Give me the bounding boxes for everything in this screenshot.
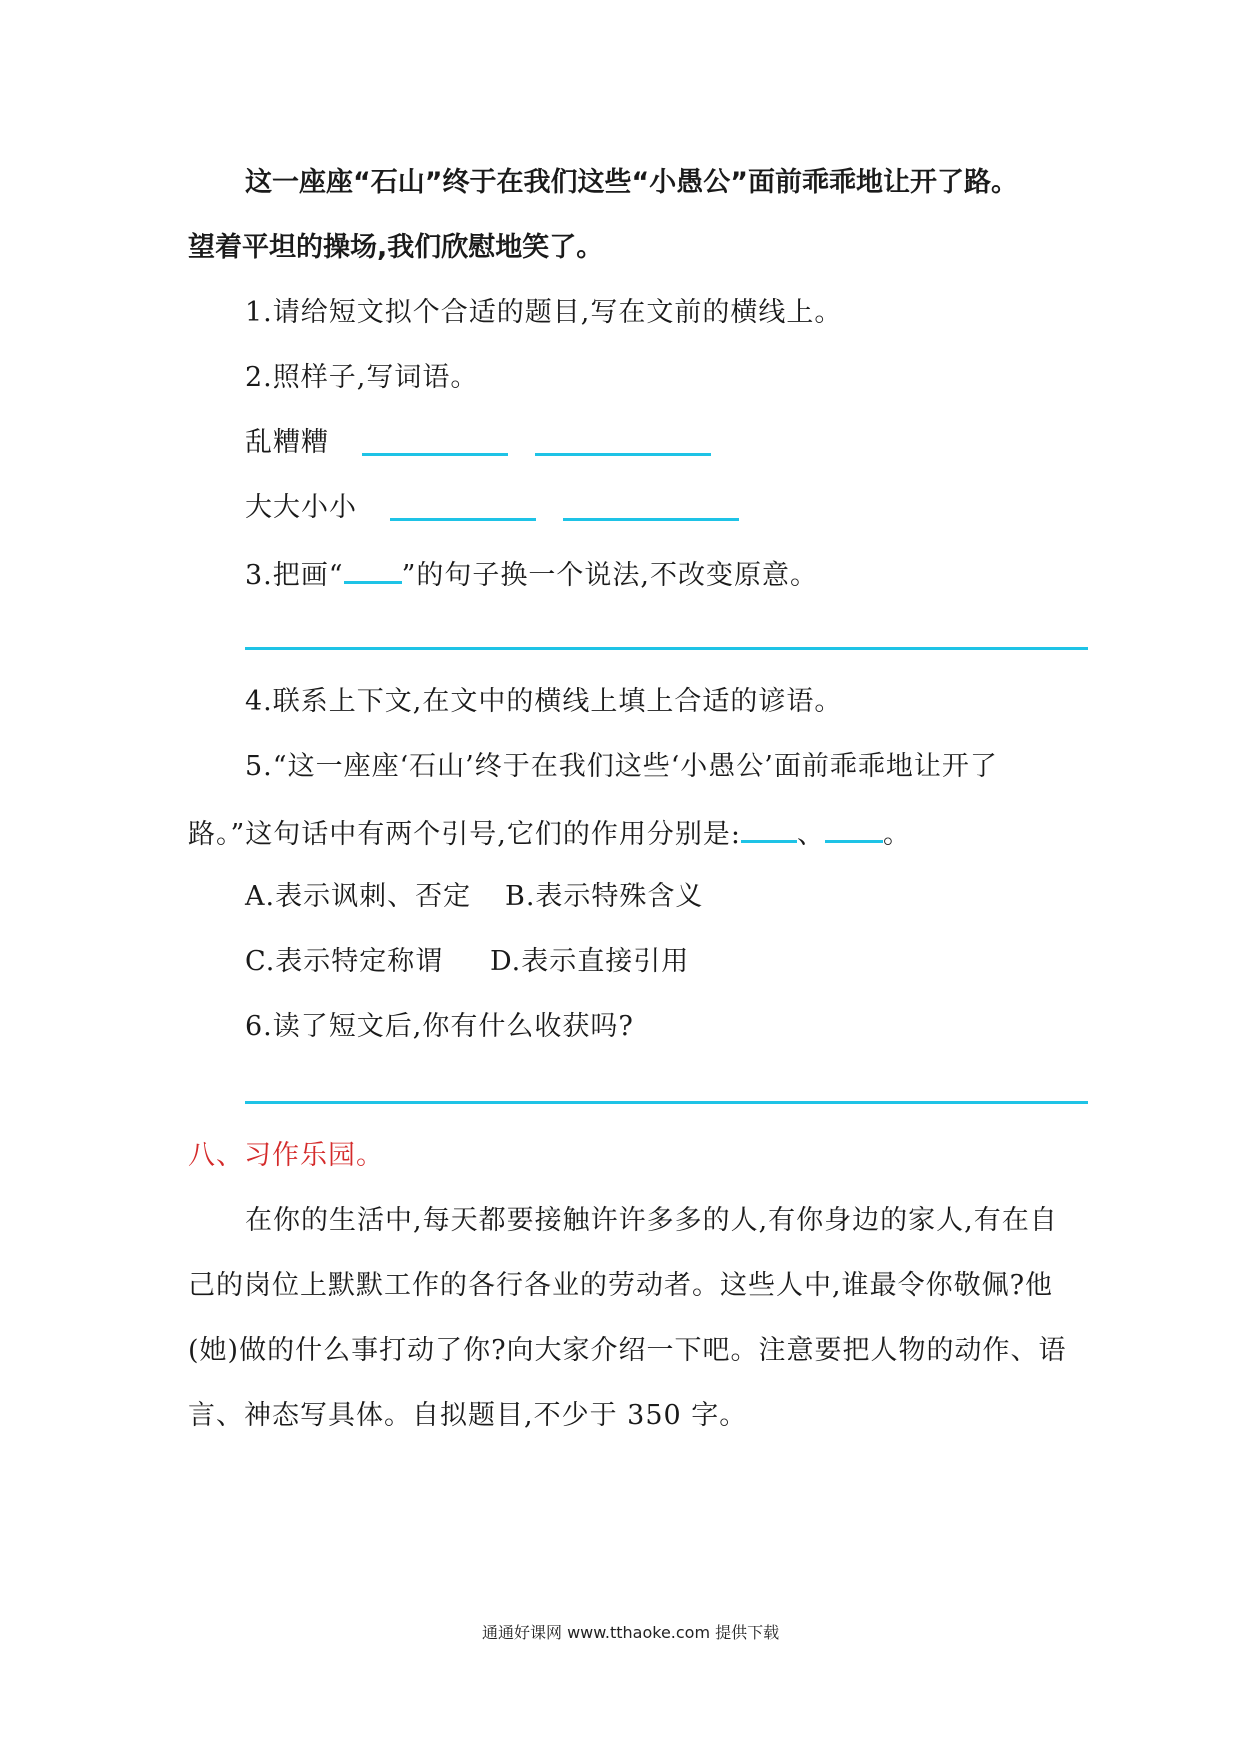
q2-answer-blank-1a[interactable]	[362, 453, 508, 456]
question-5-line-1: 5.“这一座座‘石山’终于在我们这些‘小愚公’面前乖乖地让开了	[245, 751, 998, 782]
q2-example-1: 乱糟糟	[245, 427, 329, 458]
page-footer: 通通好课网 www.tthaoke.com 提供下载	[482, 1623, 780, 1642]
question-1: 1.请给短文拟个合适的题目,写在文前的横线上。	[245, 297, 843, 328]
q3-answer-line[interactable]	[245, 647, 1088, 650]
q2-answer-blank-2b[interactable]	[563, 518, 739, 521]
question-3	[245, 553, 818, 596]
q3-suffix: ”的句子换一个说法,不改变原意。	[401, 560, 818, 591]
question-6: 6.读了短文后,你有什么收获吗?	[245, 1011, 634, 1042]
question-5-line-2	[188, 812, 911, 855]
section-8-para-line-2: 己的岗位上默默工作的各行各业的劳动者。这些人中,谁最令你敬佩?他	[188, 1270, 1054, 1301]
q5-option-a: A.表示讽刺、否定	[245, 881, 472, 912]
q3-prefix: 3.把画“	[245, 560, 344, 591]
q2-example-2: 大大小小	[245, 492, 357, 523]
passage-line-1: 这一座座“石山”终于在我们这些“小愚公”面前乖乖地让开了路。	[245, 167, 1018, 198]
q3-underline-sample	[344, 553, 402, 584]
passage-line-2: 望着平坦的操场,我们欣慰地笑了。	[188, 232, 604, 263]
question-4: 4.联系上下文,在文中的横线上填上合适的谚语。	[245, 686, 843, 717]
q5-end: 。	[882, 819, 911, 850]
q2-answer-blank-2a[interactable]	[390, 518, 536, 521]
question-2: 2.照样子,写词语。	[245, 362, 479, 393]
section-8-heading: 八、习作乐园。	[188, 1140, 384, 1171]
q5-separator: 、	[796, 819, 825, 850]
section-8-para-line-3: (她)做的什么事打动了你?向大家介绍一下吧。注意要把人物的动作、语	[188, 1335, 1067, 1366]
section-8-para-line-4: 言、神态写具体。自拟题目,不少于 350 字。	[188, 1400, 748, 1431]
q5-option-d: D.表示直接引用	[490, 946, 690, 977]
q2-answer-blank-1b[interactable]	[535, 453, 711, 456]
q5-answer-blank-1[interactable]	[741, 812, 797, 843]
section-8-para-line-1: 在你的生活中,每天都要接触许许多多的人,有你身边的家人,有在自	[245, 1205, 1058, 1236]
q6-answer-line[interactable]	[245, 1101, 1088, 1104]
q5-option-b: B.表示特殊含义	[505, 881, 704, 912]
q5-option-c: C.表示特定称谓	[245, 946, 444, 977]
q5-prompt: 路。”这句话中有两个引号,它们的作用分别是:	[188, 819, 741, 850]
q5-answer-blank-2[interactable]	[825, 812, 883, 843]
